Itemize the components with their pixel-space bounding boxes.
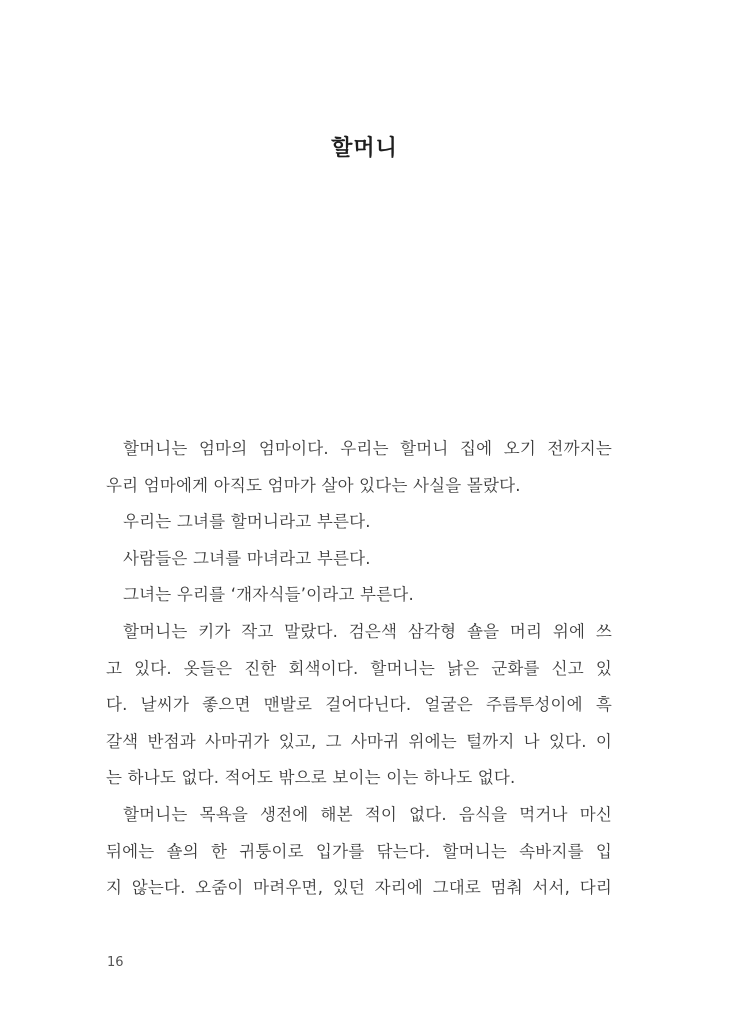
text-line: 우리는 그녀를 할머니라고 부른다. <box>123 512 371 532</box>
text-line: 사람들은 그녀를 마녀라고 부른다. <box>123 548 371 568</box>
text-line: 지 않는다. 오줌이 마려우면, 있던 자리에 그대로 멈춰 서서, 다리 <box>106 878 612 898</box>
text-line: 고 있다. 옷들은 진한 회색이다. 할머니는 낡은 군화를 신고 있 <box>106 658 612 678</box>
text-line: 그녀는 우리를 ‘개자식들’이라고 부른다. <box>123 585 414 605</box>
text-line: 갈색 반점과 사마귀가 있고, 그 사마귀 위에는 털까지 나 있다. 이 <box>106 731 612 751</box>
text-line: 할머니는 목욕을 생전에 해본 적이 없다. 음식을 먹거나 마신 <box>123 804 612 824</box>
text-line: 뒤에는 숄의 한 귀퉁이로 입가를 닦는다. 할머니는 속바지를 입 <box>106 841 612 861</box>
chapter-title: 할머니 <box>331 136 398 161</box>
text-line: 할머니는 키가 작고 말랐다. 검은색 삼각형 숄을 머리 위에 쓰 <box>123 621 612 641</box>
text-line: 는 하나도 없다. 적어도 밖으로 보이는 이는 하나도 없다. <box>106 768 516 788</box>
text-line: 할머니는 엄마의 엄마이다. 우리는 할머니 집에 오기 전까지는 <box>123 439 612 458</box>
page-number: 16 <box>107 955 124 970</box>
text-line: 다. 날씨가 좋으면 맨발로 걸어다닌다. 얼굴은 주름투성이에 흑 <box>106 695 612 715</box>
text-line: 우리 엄마에게 아직도 엄마가 살아 있다는 사실을 몰랐다. <box>106 475 521 495</box>
body-text <box>106 434 612 910</box>
